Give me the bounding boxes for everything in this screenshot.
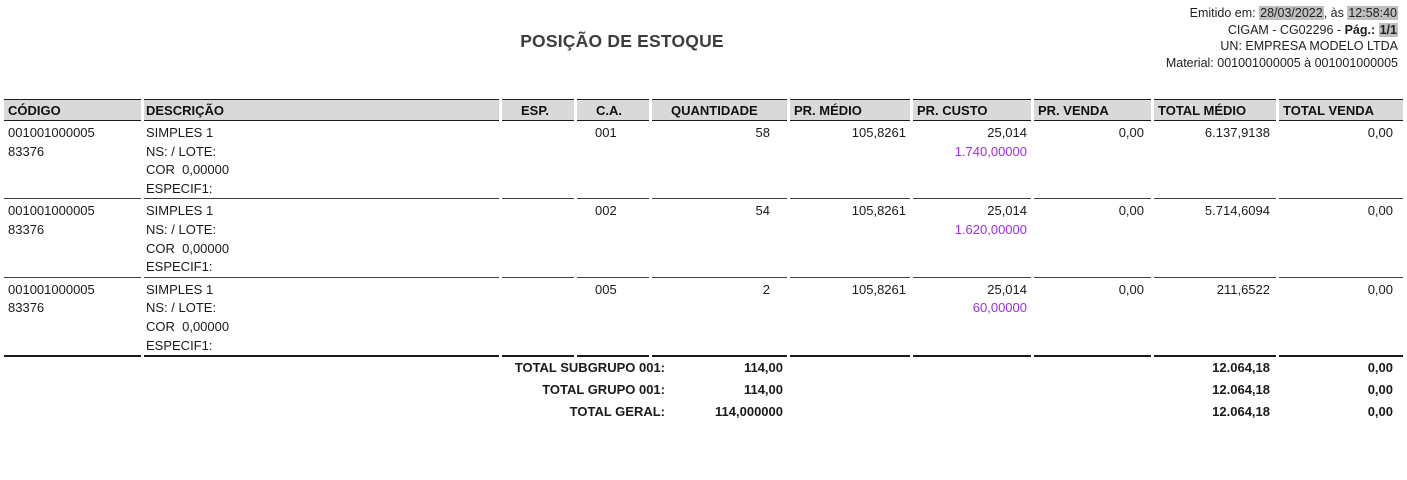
total-label: TOTAL GERAL: (569, 404, 665, 420)
total-venda: 0,00 (1367, 382, 1393, 398)
pr-custo-value: 25,014 (987, 125, 1027, 140)
pr-custo-lote-value: 60,00000 (972, 300, 1027, 316)
cell-descricao (144, 121, 499, 199)
cell-ca: 005 (577, 278, 649, 357)
total-subgroup-row (4, 357, 1403, 379)
total-label: TOTAL GRUPO 001: (542, 382, 665, 398)
descricao-line: ESPECIF1: (146, 180, 213, 196)
descricao-line: SIMPLES 1 (146, 125, 214, 140)
cell-pr-venda: 0,00 (1034, 278, 1151, 357)
descricao-line: SIMPLES 1 (146, 203, 214, 219)
header-quantidade: QUANTIDADE (652, 99, 787, 121)
cell-esp (502, 121, 574, 199)
descricao-line: NS: / LOTE: (146, 221, 217, 237)
total-medio: 12.064,18 (1212, 382, 1270, 398)
descricao-line: NS: / LOTE: (146, 143, 217, 159)
cell-pr-custo (913, 121, 1031, 199)
header-pr-venda: PR. VENDA (1034, 99, 1151, 121)
pr-custo-lote-value: 1.620,00000 (954, 221, 1027, 237)
cell-ca: 002 (577, 199, 649, 277)
emitted-date: 28/03/2022 (1260, 6, 1323, 20)
page-title: POSIÇÃO DE ESTOQUE (520, 31, 724, 51)
descricao-line: COR 0,00000 (146, 240, 230, 256)
system-line (1166, 22, 1398, 39)
page-label: Pág.: (1344, 22, 1376, 37)
cell-total-medio: 211,6522 (1154, 278, 1276, 357)
total-group-row (4, 379, 1403, 401)
descricao-line: SIMPLES 1 (146, 281, 214, 297)
cell-pr-medio: 105,8261 (790, 278, 910, 357)
descricao-line: ESPECIF1: (146, 337, 213, 353)
table-header-row (4, 99, 1403, 121)
emitted-middle: , às (1323, 6, 1344, 20)
cell-pr-venda: 0,00 (1034, 199, 1151, 277)
cell-esp (502, 278, 574, 357)
total-venda: 0,00 (1367, 404, 1393, 420)
total-quantidade: 114,000000 (715, 404, 783, 420)
total-quantidade: 114,00 (743, 360, 783, 376)
codigo-aux-value: 83376 (8, 300, 45, 316)
total-quantidade: 114,00 (743, 382, 783, 398)
pr-custo-value: 25,014 (987, 203, 1027, 219)
total-medio: 12.064,18 (1212, 404, 1270, 420)
cell-total-venda: 0,00 (1279, 199, 1403, 277)
cell-pr-custo (913, 278, 1031, 357)
cell-quantidade: 58 (652, 121, 787, 199)
cell-total-medio: 5.714,6094 (1154, 199, 1276, 277)
system-prefix: CIGAM - CG02296 - (1227, 22, 1342, 37)
cell-descricao (144, 199, 499, 277)
page-number: 1/1 (1379, 22, 1397, 37)
cell-total-venda: 0,00 (1279, 121, 1403, 199)
header-esp: ESP. (502, 99, 574, 121)
pr-custo-value: 25,014 (987, 281, 1027, 297)
cell-quantidade: 54 (652, 199, 787, 277)
header-ca: C.A. (577, 99, 649, 121)
cell-total-medio: 6.137,9138 (1154, 121, 1276, 199)
header-total-medio: TOTAL MÉDIO (1154, 99, 1276, 121)
cell-pr-medio: 105,8261 (790, 121, 910, 199)
emitted-time: 12:58:40 (1348, 6, 1397, 20)
emitted-prefix: Emitido em: (1189, 6, 1256, 20)
codigo-aux-value: 83376 (8, 143, 45, 159)
codigo-value: 001001000005 (8, 281, 95, 297)
cell-pr-medio: 105,8261 (790, 199, 910, 277)
cell-ca: 001 (577, 121, 649, 199)
codigo-value: 001001000005 (8, 203, 95, 219)
cell-codigo (4, 199, 141, 277)
cell-descricao (144, 278, 499, 357)
cell-pr-custo (913, 199, 1031, 277)
header-pr-medio: PR. MÉDIO (790, 99, 910, 121)
table-row (4, 121, 1403, 199)
header-descricao: DESCRIÇÃO (144, 99, 499, 121)
cell-codigo (4, 278, 141, 357)
descricao-line: COR 0,00000 (146, 162, 230, 178)
title-wrap (0, 0, 1244, 52)
cell-pr-venda: 0,00 (1034, 121, 1151, 199)
cell-quantidade: 2 (652, 278, 787, 357)
emitted-line (1166, 5, 1398, 22)
header-total-venda: TOTAL VENDA (1279, 99, 1403, 121)
pr-custo-lote-value: 1.740,00000 (954, 143, 1027, 159)
total-general-row (4, 401, 1403, 423)
cell-esp (502, 199, 574, 277)
table-row (4, 278, 1403, 357)
unit-line: UN: EMPRESA MODELO LTDA (1220, 39, 1398, 53)
material-range-line: Material: 001001000005 à 001001000005 (1165, 55, 1398, 70)
table-row (4, 199, 1403, 277)
total-venda: 0,00 (1367, 360, 1393, 376)
cell-codigo (4, 121, 141, 199)
cell-total-venda: 0,00 (1279, 278, 1403, 357)
header-codigo: CÓDIGO (4, 99, 141, 121)
descricao-line: NS: / LOTE: (146, 300, 217, 316)
report-meta (1166, 5, 1398, 71)
codigo-aux-value: 83376 (8, 221, 45, 237)
descricao-line: ESPECIF1: (146, 259, 213, 275)
total-label: TOTAL SUBGRUPO 001: (514, 360, 665, 376)
codigo-value: 001001000005 (8, 125, 95, 140)
descricao-line: COR 0,00000 (146, 318, 230, 334)
stock-table (4, 99, 1403, 423)
header-pr-custo: PR. CUSTO (913, 99, 1031, 121)
total-medio: 12.064,18 (1212, 360, 1270, 376)
